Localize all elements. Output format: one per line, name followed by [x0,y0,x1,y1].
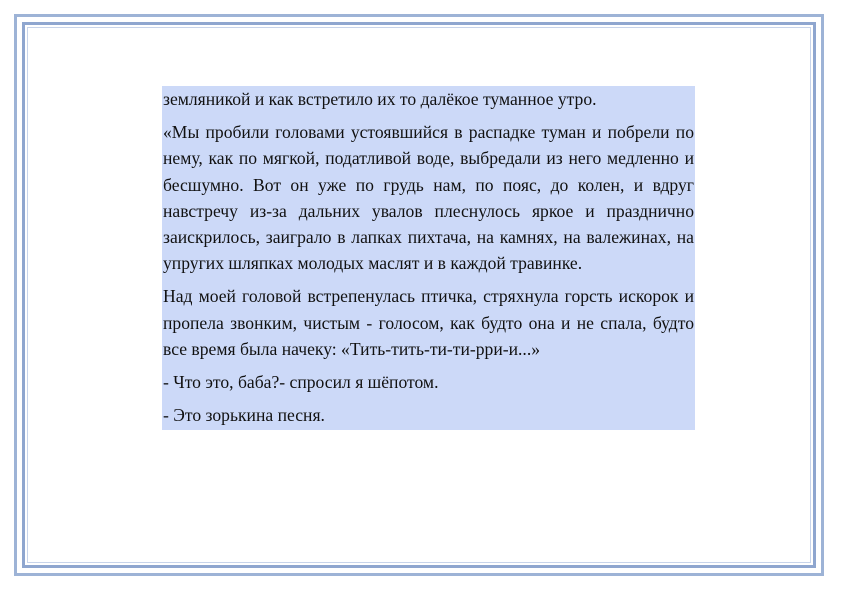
paragraph-5: - Это зорькина песня. [163,405,325,426]
paragraph-3: Над моей головой встрепенулась птичка, стряхнула горсть искорок и пропела звонким, чистым - голосом, как будто она и не спала, будто все время была начеку: «Тить-тить-ти-ти-рри-и...» [163,286,694,359]
paragraph-1: земляникой и как встретило их то далёкое туманное утро. [163,89,597,109]
paragraph-2: «Мы пробили головами устоявшийся в распадке туман и побрели по нему, как по мягкой, податливой воде, выбредали из него медленно и бесшумно. Вот он уже по грудь нам, по пояс, до колен, и вдруг навстречу из-за дальних увалов плеснулось яркое и празднично заискрилось, заиграло в лапках пихтача, на камнях, на валежинах, на упругих шляпках молодых маслят и в каждой травинке. [163,122,694,274]
paragraph-4: - Что это, баба?- спросил я шёпотом. [163,372,439,393]
text-block [162,86,695,430]
